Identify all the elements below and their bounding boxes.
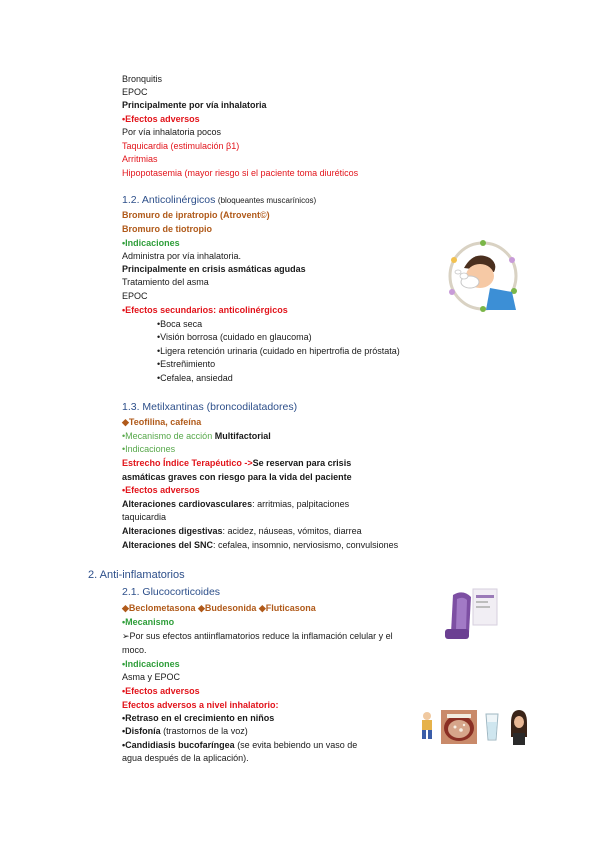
line-candidiasis xyxy=(122,739,357,751)
value-multifactorial: Multifactorial xyxy=(214,431,271,441)
label-mecanismo-accion: •Mecanismo de acción xyxy=(122,431,213,441)
text-cardiovasculares: : arritmias, palpitaciones xyxy=(252,499,350,509)
effect-boca-seca: •Boca seca xyxy=(157,319,203,329)
drug-teofilina: ◆Teofilina, cafeína xyxy=(122,417,202,427)
line-via-inhalatoria: Principalmente por vía inhalatoria xyxy=(122,100,267,110)
line-agua: agua después de la aplicación). xyxy=(122,753,249,763)
heading-anticolinergicos-title: 1.2. Anticolinérgicos xyxy=(122,194,216,206)
drug-tiotropio: Bromuro de tiotropio xyxy=(122,224,212,234)
line-disfonia xyxy=(122,725,248,737)
line-crisis-agudas: Principalmente en crisis asmáticas agudas xyxy=(122,264,306,274)
label-candidiasis: •Candidiasis bucofaríngea xyxy=(122,740,235,750)
effect-retencion-urinaria: •Ligera retención urinaria (cuidado en hipertrofia de próstata) xyxy=(157,346,400,356)
heading-anti-inflamatorios: 2. Anti-inflamatorios xyxy=(88,569,185,581)
line-snc xyxy=(122,539,398,551)
line-estrecho-indice xyxy=(122,457,351,469)
label-digestivas: Alteraciones digestivas xyxy=(122,526,223,536)
label-efectos-adversos: •Efectos adversos xyxy=(122,114,200,124)
heading-anticolinergicos xyxy=(122,194,316,207)
drug-list-glucocorticoides: ◆Beclometasona ◆Budesonida ◆Fluticasona xyxy=(122,603,316,613)
line-asma-epoc: Asma y EPOC xyxy=(122,672,181,682)
effect-vision-borrosa: •Visión borrosa (cuidado en glaucoma) xyxy=(157,332,312,342)
line-hipopotasemia: Hipopotasemia (mayor riesgo si el paciente toma diuréticos xyxy=(122,168,359,178)
label-cardiovasculares: Alteraciones cardiovasculares xyxy=(122,499,253,509)
label-snc: Alteraciones del SNC xyxy=(122,540,214,550)
sneezing-child-illustration xyxy=(442,236,524,316)
label-indicaciones-2: •Indicaciones xyxy=(122,444,176,454)
line-digestivas xyxy=(122,525,362,537)
line-tratamiento-asma: Tratamiento del asma xyxy=(122,277,209,287)
drug-ipratropio: Bromuro de ipratropio (Atrovent©) xyxy=(122,210,270,220)
heading-metilxantinas: 1.3. Metilxantinas (broncodilatadores) xyxy=(122,401,298,413)
glass-of-water xyxy=(484,712,500,742)
text-digestivas: : acidez, náuseas, vómitos, diarrea xyxy=(222,526,362,536)
line-mecanismo-1: ➢Por sus efectos antiinflamatorios reduce la inflamación celular y el xyxy=(122,631,393,641)
label-efectos-adversos-2: •Efectos adversos xyxy=(122,485,200,495)
line-cardiovasculares xyxy=(122,498,349,510)
oral-candidiasis-photo xyxy=(441,710,477,744)
line-epoc: EPOC xyxy=(122,87,148,97)
label-efectos-inhalatorio: Efectos adversos a nivel inhalatorio: xyxy=(122,700,279,710)
label-mecanismo-2: •Mecanismo xyxy=(122,617,175,627)
label-estrecho-indice: Estrecho Índice Terapéutico -> xyxy=(122,458,253,468)
label-indicaciones-3: •Indicaciones xyxy=(122,659,180,669)
text-se-reservan: Se reservan para crisis xyxy=(252,458,352,468)
line-mecanismo-2: moco. xyxy=(122,645,147,655)
line-pocos: Por vía inhalatoria pocos xyxy=(122,127,222,137)
line-arritmias: Arritmias xyxy=(122,154,158,164)
line-mecanismo xyxy=(122,430,271,442)
small-child-figure xyxy=(418,711,436,741)
effect-estrenimiento: •Estreñimiento xyxy=(157,359,216,369)
text-snc: : cefalea, insomnio, nerviosismo, convulsiones xyxy=(213,540,399,550)
label-indicaciones: •Indicaciones xyxy=(122,238,180,248)
line-retraso-crecimiento: •Retraso en el crecimiento en niños xyxy=(122,713,275,723)
line-asmaticas-graves: asmáticas graves con riesgo para la vida del paciente xyxy=(122,472,352,482)
line-taquicardia: Taquicardia (estimulación β1) xyxy=(122,141,240,151)
heading-glucocorticoides: 2.1. Glucocorticoides xyxy=(122,586,221,598)
woman-portrait xyxy=(509,709,529,745)
effect-cefalea: •Cefalea, ansiedad xyxy=(157,373,233,383)
line-bronquitis: Bronquitis xyxy=(122,74,163,84)
line-taquicardia-2: taquicardia xyxy=(122,512,167,522)
label-efectos-secundarios: •Efectos secundarios: anticolinérgicos xyxy=(122,305,288,315)
text-candidiasis: (se evita bebiendo un vaso de xyxy=(234,740,358,750)
line-epoc-2: EPOC xyxy=(122,291,148,301)
text-disfonia: (trastornos de la voz) xyxy=(160,726,248,736)
purple-inhaler-photo xyxy=(443,585,503,649)
heading-anticolinergicos-note: (bloqueantes muscarínicos) xyxy=(217,196,317,205)
label-disfonia: •Disfonía xyxy=(122,726,161,736)
line-administra: Administra por vía inhalatoria. xyxy=(122,251,242,261)
label-efectos-adversos-3: •Efectos adversos xyxy=(122,686,200,696)
